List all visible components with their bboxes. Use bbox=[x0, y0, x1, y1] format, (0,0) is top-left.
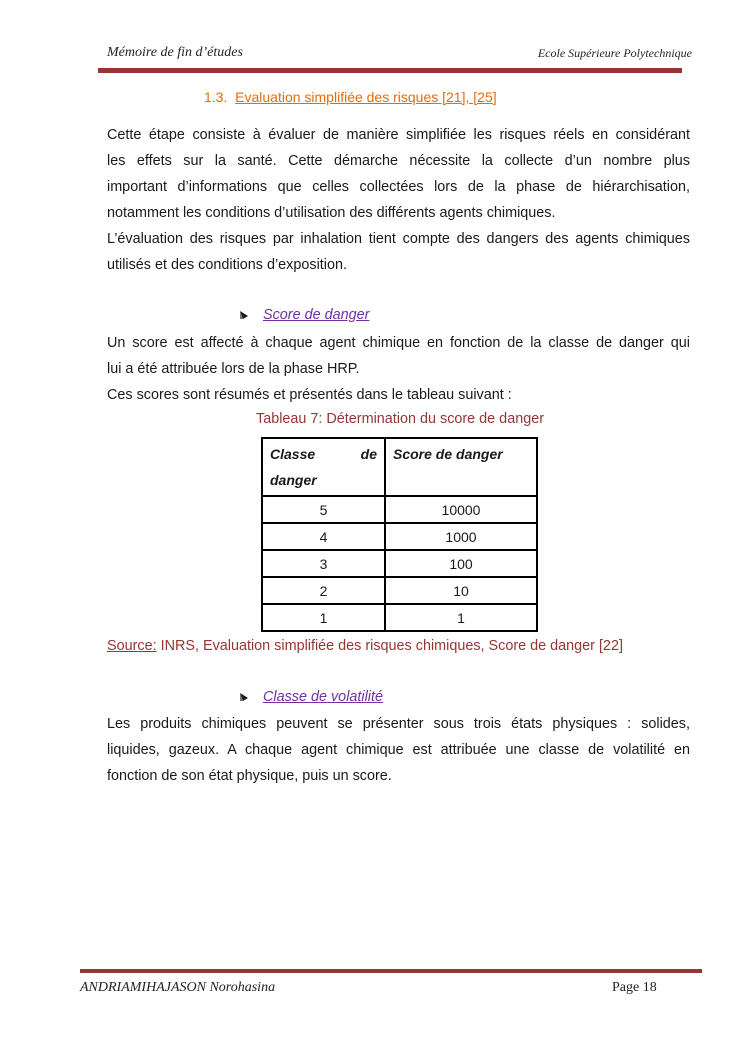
table-cell: 3 bbox=[262, 550, 385, 577]
column-header-score: Score de danger bbox=[385, 438, 537, 496]
table-row bbox=[262, 496, 537, 523]
page-number: Page 18 bbox=[612, 980, 657, 995]
table-cell: 10000 bbox=[385, 496, 537, 523]
source-label: Source: bbox=[107, 638, 157, 654]
danger-paragraph bbox=[107, 330, 690, 408]
table-row bbox=[262, 577, 537, 604]
intro-paragraph bbox=[107, 122, 690, 278]
table-cell: 100 bbox=[385, 550, 537, 577]
table-row bbox=[262, 550, 537, 577]
table-header-row bbox=[262, 438, 537, 496]
text-line: Cette étape consiste à évaluer de manière simplifiée les risques réels en considérant bbox=[107, 127, 690, 143]
table-cell: 2 bbox=[262, 577, 385, 604]
source-text: INRS, Evaluation simplifiée des risques chimiques, Score de danger [22] bbox=[156, 638, 623, 654]
table-caption: Tableau 7: Détermination du score de danger bbox=[256, 411, 544, 427]
text-line: Ces scores sont résumés et présentés dans le tableau suivant : bbox=[107, 387, 512, 403]
arrow-bullet-icon bbox=[240, 692, 249, 702]
header-left: Mémoire de fin d’études bbox=[107, 45, 243, 60]
table-row bbox=[262, 523, 537, 550]
text-line: Les produits chimiques peuvent se présenter sous trois états physiques : solides, bbox=[107, 716, 690, 732]
volatility-paragraph bbox=[107, 711, 690, 789]
table-cell: 1 bbox=[262, 604, 385, 631]
bullet-label: Classe de volatilité bbox=[263, 689, 383, 705]
text-line: utilisés et des conditions d’exposition. bbox=[107, 257, 347, 273]
text-line: Un score est affecté à chaque agent chimique en fonction de la classe de danger qui bbox=[107, 335, 690, 351]
table-cell: 4 bbox=[262, 523, 385, 550]
header-rule bbox=[98, 68, 682, 73]
text-line: notamment les conditions d’utilisation des différents agents chimiques. bbox=[107, 205, 556, 221]
table-row bbox=[262, 604, 537, 631]
text-line: L’évaluation des risques par inhalation tient compte des dangers des agents chimiques bbox=[107, 231, 690, 247]
score-table bbox=[261, 437, 538, 632]
column-header-classe: Classe de danger bbox=[262, 438, 385, 496]
table-cell: 10 bbox=[385, 577, 537, 604]
section-title: Evaluation simplifiée des risques [21], [25] bbox=[235, 89, 497, 105]
text-line: liquides, gazeux. A chaque agent chimique est attribuée une classe de volatilité en bbox=[107, 742, 690, 758]
section-number: 1.3. bbox=[204, 89, 228, 105]
bullet-label: Score de danger bbox=[263, 307, 370, 323]
bullet-classe-de-volatilite bbox=[240, 689, 383, 705]
section-heading bbox=[204, 89, 497, 105]
text-line: important d’informations que celles collectées lors de la phase de hiérarchisation, bbox=[107, 179, 690, 195]
text-line: lui a été attribuée lors de la phase HRP. bbox=[107, 361, 360, 377]
table-cell: 1 bbox=[385, 604, 537, 631]
bullet-score-de-danger bbox=[240, 307, 369, 323]
text-line: les effets sur la santé. Cette démarche nécessite la collecte d’un nombre plus bbox=[107, 153, 690, 169]
footer-author: ANDRIAMIHAJASON Norohasina bbox=[80, 980, 276, 995]
text-line: fonction de son état physique, puis un score. bbox=[107, 768, 392, 784]
arrow-bullet-icon bbox=[240, 310, 249, 320]
table-cell: 1000 bbox=[385, 523, 537, 550]
table-source bbox=[107, 638, 623, 654]
footer-rule bbox=[80, 969, 702, 973]
header-right: Ecole Supérieure Polytechnique bbox=[537, 46, 692, 60]
table-cell: 5 bbox=[262, 496, 385, 523]
